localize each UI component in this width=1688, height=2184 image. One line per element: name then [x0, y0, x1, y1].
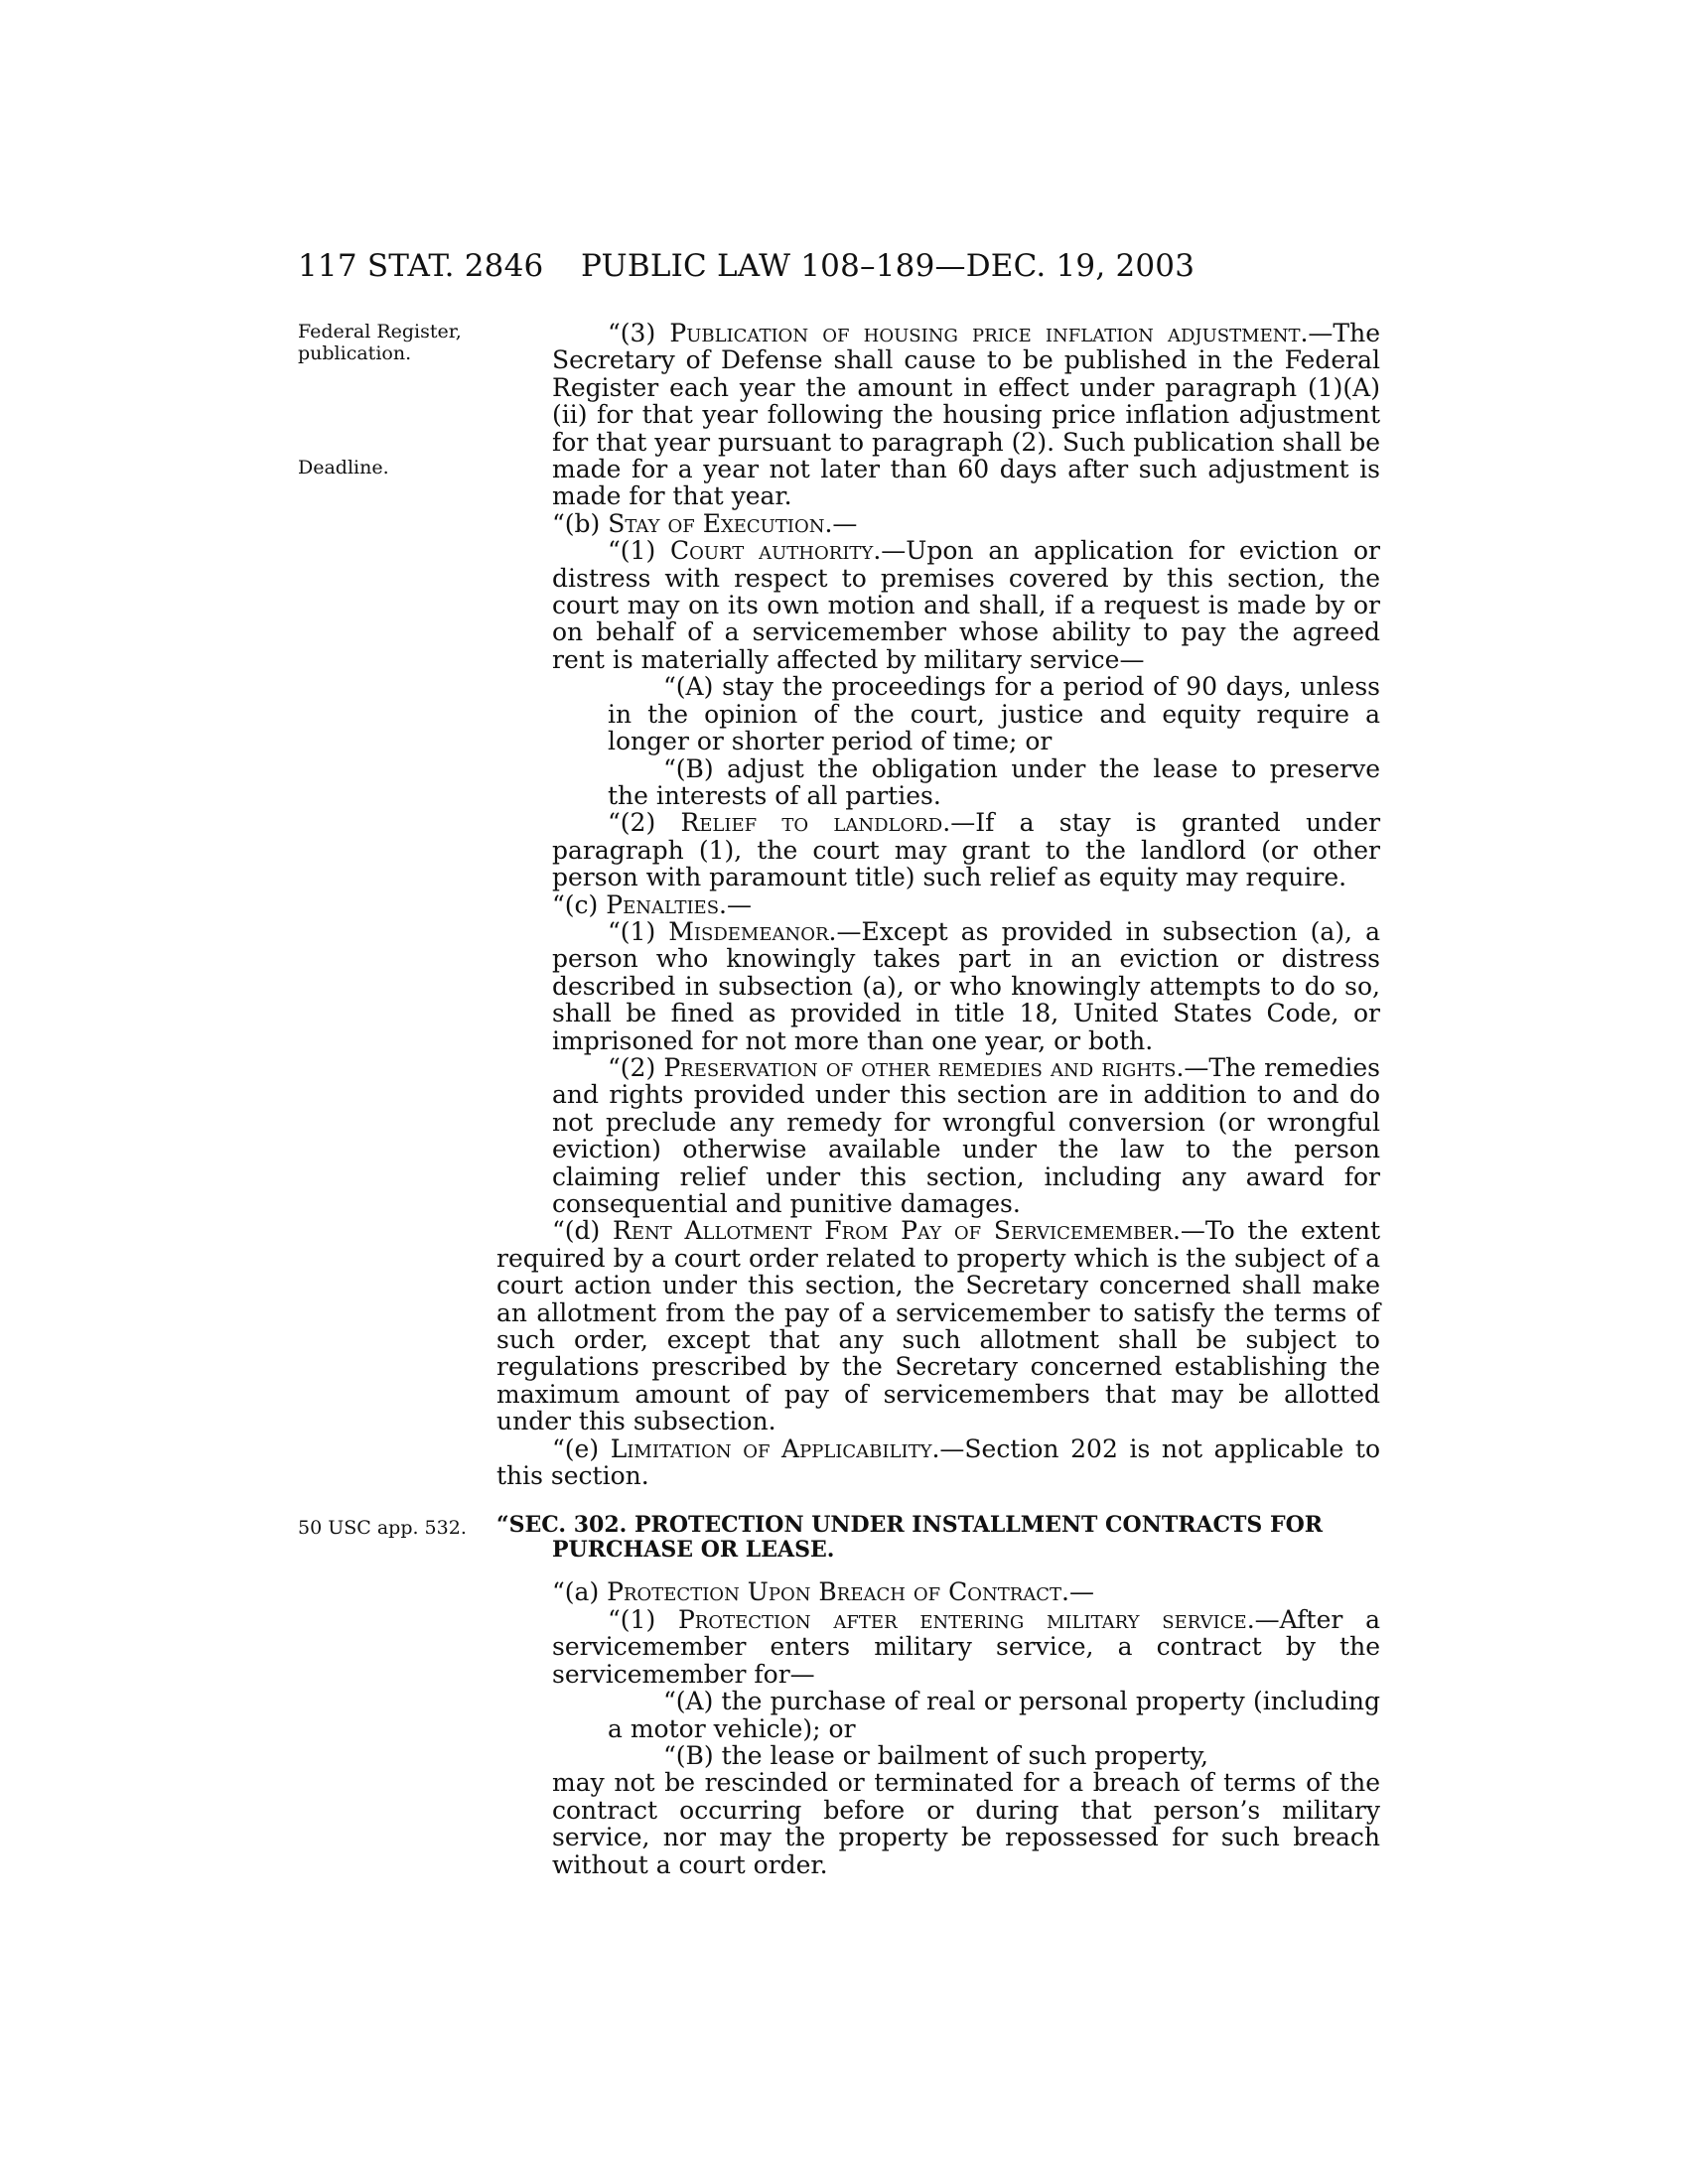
paragraph-text: .—Upon an application for eviction or distress with respect to premises covered by this section, the court may on its own motion and shall, if a request is made by or on behalf of a servicemember whose ability to pay the agreed rent is materially affected by military service—: [552, 536, 1380, 674]
paragraph-heading: Misdemeanor: [668, 916, 829, 946]
paragraph-lead: “(a): [552, 1577, 608, 1607]
subparagraph-302a1B: “(B) the lease or bailment of such property,: [663, 1740, 1208, 1770]
statute-page-number: 117 STAT. 2846: [298, 248, 544, 284]
paragraph-a3: [496, 320, 1380, 510]
subsection-heading: Stay of Execution: [608, 508, 825, 538]
subsection-heading: Protection Upon Breach of Contract: [607, 1577, 1062, 1607]
section-302-heading: “SEC. 302. PROTECTION UNDER INSTALLMENT CONTRACTS FOR PURCHASE OR LEASE.: [496, 1512, 1324, 1564]
paragraph-lead: “(1): [608, 536, 671, 566]
paragraph-lead: “(2): [608, 1052, 664, 1082]
paragraph-lead: “(1): [608, 916, 669, 946]
paragraph-text: .—After a servicemember enters military service, a contract by the servicemember for—: [552, 1604, 1380, 1689]
paragraph-c2: [496, 1054, 1380, 1217]
paragraph-heading: Court authority: [670, 536, 874, 566]
running-header-title: PUBLIC LAW 108–189—DEC. 19, 2003: [581, 248, 1196, 284]
subsection-heading: Limitation of Applicability: [610, 1433, 932, 1463]
subsection-d: [496, 1217, 1380, 1434]
subparagraph-302a1A: “(A) the purchase of real or personal property (including a motor vehicle); or: [608, 1687, 1380, 1743]
paragraph-302a1: [496, 1606, 1380, 1688]
paragraph-lead: “(1): [608, 1604, 678, 1634]
subsection-e: [496, 1435, 1380, 1490]
paragraph-302a1-close: may not be rescinded or terminated for a breach of terms of the contract occurring before or during that person’s military service, nor may the property be repossessed for such breach without a court order.: [552, 1768, 1380, 1879]
subsection-302a: [496, 1578, 1380, 1605]
paragraph-lead: “(b): [552, 508, 609, 538]
paragraph-text: .—To the extent required by a court order related to property which is the subject of a court action under this section, the Secretary concerned shall make an allotment from the pay of a servicemember to satisfy the terms of such order, except that any such allotment shall be subject to regulations prescribed by the Secretary concerned establishing the maximum amount of pay of servicemembers that may be allotted under this subsection.: [496, 1216, 1380, 1436]
subparagraph-b1B: “(B) adjust the obligation under the lease to preserve the interests of all parties.: [608, 753, 1380, 810]
subsection-heading: Rent Allotment From Pay of Servicemember: [613, 1216, 1173, 1246]
paragraph-text: .—If a stay is granted under paragraph (1), the court may grant to the landlord (or other person with paramount title) such relief as equity may require.: [552, 808, 1381, 892]
paragraph-lead: “(3): [608, 319, 670, 347]
margin-note-federal-register: Federal Register, publication.: [298, 321, 462, 364]
paragraph-text: .—Section 202 is not applicable to this section.: [496, 1433, 1380, 1491]
subsection-heading: Penalties: [606, 889, 720, 919]
margin-note-usc-citation: 50 USC app. 532.: [298, 1517, 467, 1539]
paragraph-b1: [496, 537, 1380, 673]
paragraph-text: .—Except as provided in subsection (a), a person who knowingly takes part in an eviction or distress described in subsection (a), or who knowingly attempts to do so, shall be fined as provided in title 18, United States Code, or imprisoned for not more than one year, or both.: [552, 916, 1381, 1055]
paragraph-lead: “(2): [608, 808, 681, 838]
paragraph-lead: “(e): [552, 1433, 611, 1463]
paragraph-text: .—: [824, 508, 858, 538]
paragraph-b2: [496, 809, 1380, 890]
paragraph-text: .—: [1061, 1577, 1094, 1607]
paragraph-heading: Protection after entering military service: [677, 1604, 1247, 1634]
paragraph-lead: “(c): [552, 889, 607, 919]
document-body: [496, 320, 1380, 1878]
paragraph-c1: [496, 918, 1380, 1054]
paragraph-heading: Publication of housing price inflation adjustment: [669, 319, 1301, 347]
margin-note-deadline: Deadline.: [298, 457, 389, 478]
paragraph-text: .—The remedies and rights provided under this section are in addition to and do not preclude any remedy for wrongful conversion (or wrongful eviction) otherwise available under the law to the person claiming relief under this section, including any award for consequential and punitive damages.: [552, 1052, 1380, 1218]
paragraph-text: .—The Secretary of Defense shall cause to be published in the Federal Register each year the amount in effect under paragraph (1)(A)(ii) for that year following the housing price inflation adjustment for that year pursuant to paragraph (2). Such publication shall be made for a year not later than 60 days after such adjustment is made for that year.: [552, 319, 1380, 511]
subsection-c: [496, 891, 1380, 918]
paragraph-lead: “(d): [552, 1216, 614, 1246]
paragraph-text: .—: [719, 889, 752, 919]
paragraph-heading: Relief to landlord: [680, 808, 943, 838]
paragraph-heading: Preservation of other remedies and rights: [663, 1052, 1177, 1082]
subsection-b: [496, 510, 1380, 537]
subparagraph-b1A: “(A) stay the proceedings for a period of 90 days, unless in the opinion of the court, justice and equity require a longer or shorter period of time; or: [608, 672, 1380, 756]
